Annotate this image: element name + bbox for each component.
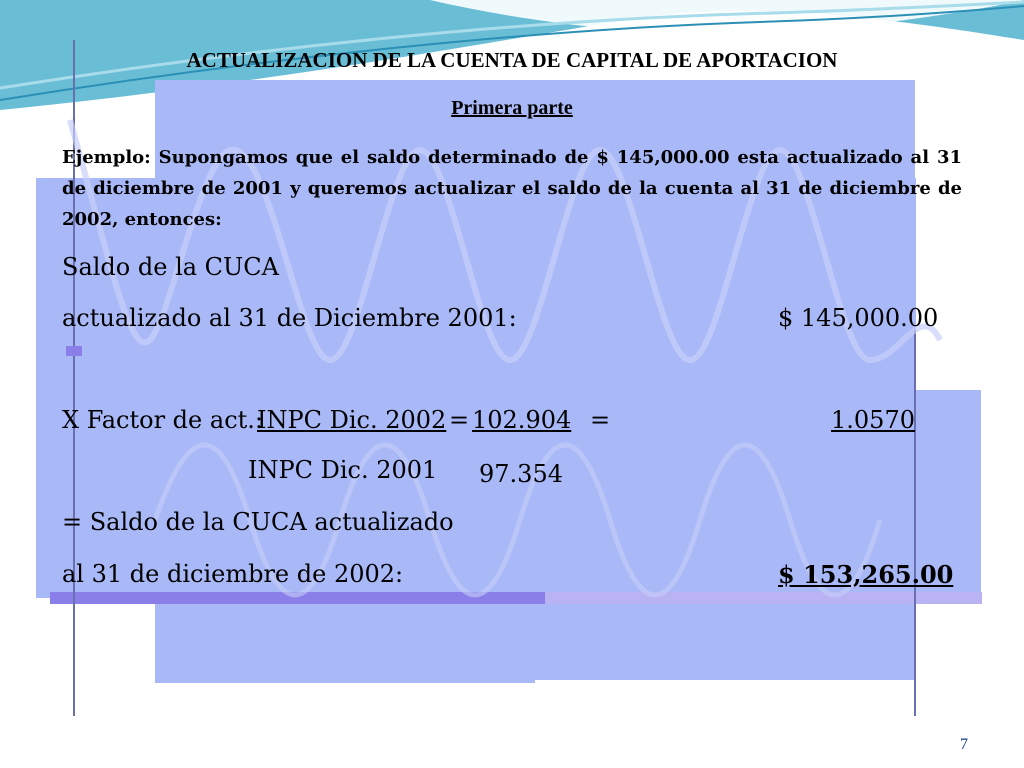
factor-label: X Factor de act.: bbox=[62, 406, 263, 434]
slide-title: ACTUALIZACION DE LA CUENTA DE CAPITAL DE APORTACION bbox=[186, 48, 838, 72]
result-line-1: = Saldo de la CUCA actualizado bbox=[62, 508, 454, 536]
factor-equals-2: = bbox=[590, 406, 611, 434]
actualizado-2001-value: $ 145,000.00 bbox=[778, 304, 939, 332]
example-paragraph: Ejemplo: Supongamos que el saldo determinado de $ 145,000.00 esta actualizado al 31 de diciembre de 2001 y queremos actualizar el saldo de la cuenta al 31 de diciembre de 2002, entonces: bbox=[62, 147, 962, 230]
result-line-2-label: al 31 de diciembre de 2002: bbox=[62, 560, 404, 588]
factor-numerator-value: 102.904 bbox=[472, 406, 572, 434]
saldo-cuca-line: Saldo de la CUCA bbox=[62, 253, 279, 281]
slide-subtitle: Primera parte bbox=[451, 97, 573, 119]
factor-result: 1.0570 bbox=[831, 406, 915, 434]
factor-equals-1: = bbox=[449, 406, 470, 434]
factor-numerator-label: INPC Dic. 2002 bbox=[257, 406, 447, 434]
actualizado-2001-label: actualizado al 31 de Diciembre 2001: bbox=[62, 304, 517, 332]
factor-denominator-label: INPC Dic. 2001 bbox=[248, 456, 438, 484]
factor-denominator-value: 97.354 bbox=[479, 460, 563, 488]
result-value: $ 153,265.00 bbox=[778, 560, 954, 589]
page-number: 7 bbox=[960, 736, 968, 753]
